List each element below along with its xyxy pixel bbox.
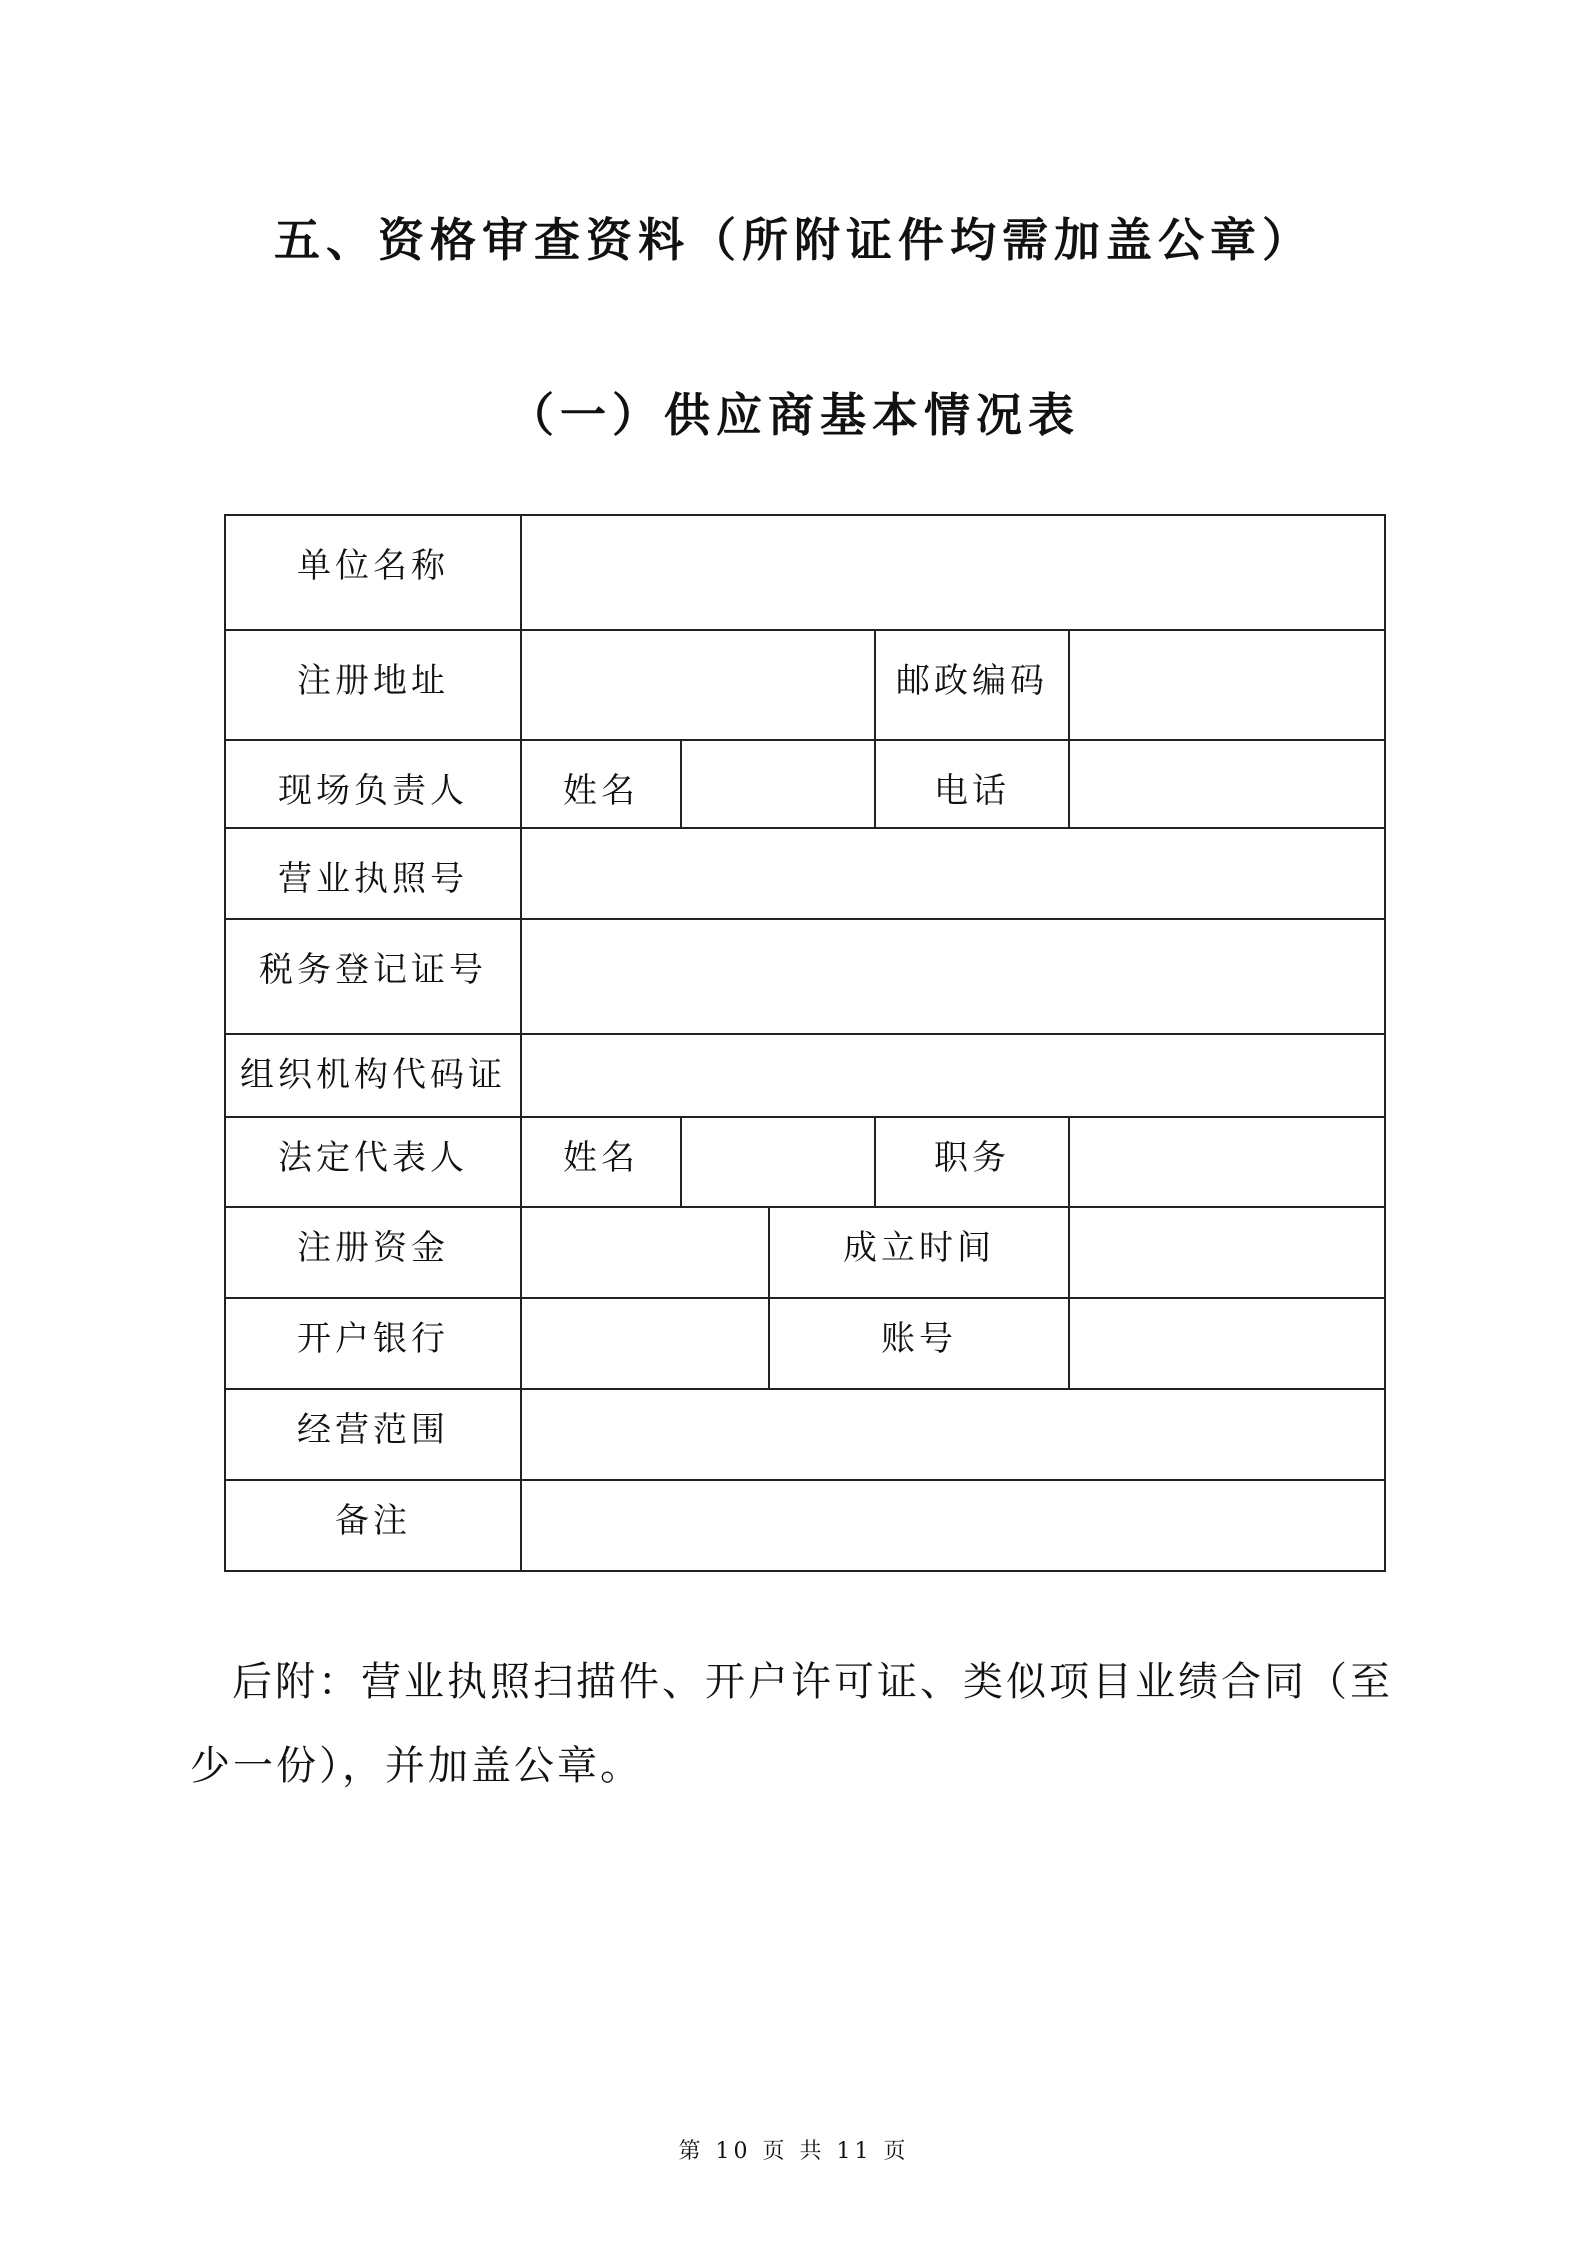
registered-address-label: 注册地址 <box>297 661 449 701</box>
legal-rep-label: 法定代表人 <box>278 1138 468 1178</box>
registered-address-field[interactable] <box>521 630 875 740</box>
tax-registration-label: 税务登记证号 <box>259 950 487 990</box>
remarks-field[interactable] <box>521 1480 1385 1571</box>
account-no-label: 账号 <box>881 1319 957 1359</box>
section-heading: 五、资格审查资料（所附证件均需加盖公章） <box>274 213 1314 267</box>
business-license-label: 营业执照号 <box>278 859 468 899</box>
established-date-field[interactable] <box>1069 1207 1385 1298</box>
label-cell <box>225 1480 521 1571</box>
remarks-label: 备注 <box>335 1501 411 1541</box>
phone-label: 电话 <box>934 771 1010 811</box>
supplier-info-table <box>224 514 1386 1572</box>
label-cell <box>225 630 521 740</box>
page-number: 第 10 页 共 11 页 <box>678 2139 910 2164</box>
business-license-field[interactable] <box>521 828 1385 919</box>
label-cell <box>521 1117 681 1207</box>
label-cell <box>225 1034 521 1117</box>
legal-rep-name-field[interactable] <box>681 1117 875 1207</box>
table-row <box>225 1480 1385 1571</box>
table-row <box>225 919 1385 1034</box>
phone-field[interactable] <box>1069 740 1385 828</box>
label-cell <box>225 740 521 828</box>
position-field[interactable] <box>1069 1117 1385 1207</box>
label-cell <box>875 740 1069 828</box>
label-cell <box>225 515 521 630</box>
site-manager-name-field[interactable] <box>681 740 875 828</box>
table-row <box>225 1034 1385 1117</box>
postal-code-label: 邮政编码 <box>896 661 1048 701</box>
tax-registration-field[interactable] <box>521 919 1385 1034</box>
account-no-field[interactable] <box>1069 1298 1385 1389</box>
established-date-label: 成立时间 <box>843 1228 995 1268</box>
business-scope-field[interactable] <box>521 1389 1385 1480</box>
label-cell <box>769 1207 1069 1298</box>
table-row <box>225 1117 1385 1207</box>
label-cell <box>875 1117 1069 1207</box>
table-row <box>225 1207 1385 1298</box>
label-cell <box>225 1298 521 1389</box>
attachment-note-line-2: 少一份），并加盖公章。 <box>190 1743 643 1789</box>
bank-label: 开户银行 <box>297 1319 449 1359</box>
postal-code-field[interactable] <box>1069 630 1385 740</box>
business-scope-label: 经营范围 <box>297 1410 449 1450</box>
company-name-label: 单位名称 <box>297 546 449 586</box>
label-cell <box>225 1117 521 1207</box>
company-name-field[interactable] <box>521 515 1385 630</box>
table-row <box>225 828 1385 919</box>
attachment-note <box>190 1640 1400 1808</box>
registered-capital-field[interactable] <box>521 1207 769 1298</box>
table-row <box>225 740 1385 828</box>
table-title: （一）供应商基本情况表 <box>508 388 1080 442</box>
site-manager-name-label: 姓名 <box>563 771 639 811</box>
label-cell <box>225 1207 521 1298</box>
table-row <box>225 515 1385 630</box>
registered-capital-label: 注册资金 <box>297 1228 449 1268</box>
table-row <box>225 1389 1385 1480</box>
legal-rep-name-label: 姓名 <box>563 1138 639 1178</box>
org-code-field[interactable] <box>521 1034 1385 1117</box>
label-cell <box>225 828 521 919</box>
label-cell <box>225 919 521 1034</box>
label-cell <box>225 1389 521 1480</box>
label-cell <box>769 1298 1069 1389</box>
attachment-note-line-1: 后附：营业执照扫描件、开户许可证、类似项目业绩合同（至 <box>232 1659 1393 1705</box>
label-cell <box>875 630 1069 740</box>
label-cell <box>521 740 681 828</box>
table-row <box>225 1298 1385 1389</box>
org-code-label: 组织机构代码证 <box>240 1055 506 1095</box>
position-label: 职务 <box>934 1138 1010 1178</box>
table-row <box>225 630 1385 740</box>
site-manager-label: 现场负责人 <box>278 771 468 811</box>
bank-field[interactable] <box>521 1298 769 1389</box>
